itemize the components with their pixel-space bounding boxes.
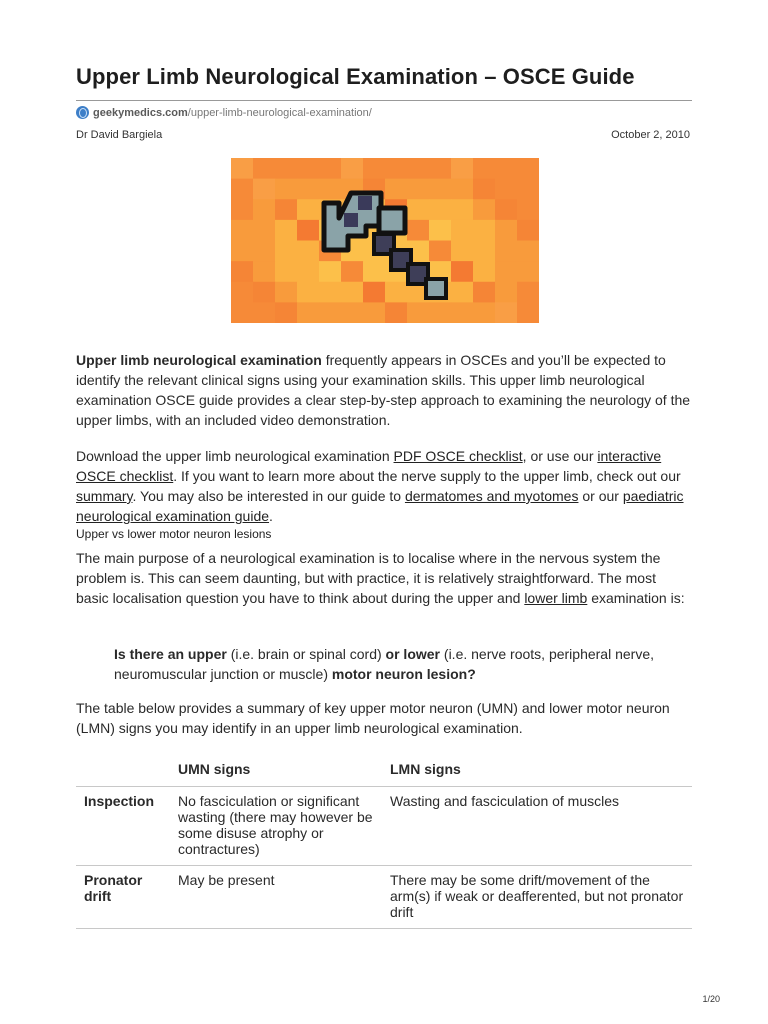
source-url[interactable]: [76, 106, 372, 119]
table-row: [76, 866, 692, 929]
page-title: Upper Limb Neurological Examination – OSCE Guide: [76, 64, 635, 89]
row-label: Pronator drift: [76, 866, 170, 929]
key-question: Is there an upper (i.e. brain or spinal cord) or lower (i.e. nerve roots, peripheral nerve, neuromuscular junction or muscle) motor neuron lesion?: [114, 646, 655, 682]
summary-link[interactable]: summary: [76, 488, 133, 504]
pdf-checklist-link[interactable]: PDF OSCE checklist: [393, 448, 523, 464]
row-label: Inspection: [76, 787, 170, 866]
dermatomes-link[interactable]: dermatomes and myotomes: [404, 488, 579, 504]
hero-image: [231, 158, 539, 323]
umn-cell: No fasciculation or significant wasting (there may however be some disuse atrophy or contractures): [170, 787, 382, 866]
url-host[interactable]: geekymedics.com: [93, 106, 188, 119]
interactive-checklist-link[interactable]: interactive OSCE checklist: [76, 448, 662, 484]
table-intro: The table below provides a summary of key upper motor neuron (UMN) and lower motor neuron (LMN) signs you may identify in an upper limb neurological examination.: [76, 700, 670, 736]
lmn-cell: There may be some drift/movement of the arm(s) if weak or deafferented, but not pronator drift: [382, 866, 692, 929]
table-header-row: [76, 757, 692, 787]
publish-date: October 2, 2010: [611, 129, 690, 141]
table-row: [76, 787, 692, 866]
author: Dr David Bargiela: [76, 129, 163, 141]
paediatric-guide-link[interactable]: paediatric neurological examination guide: [76, 488, 684, 524]
title-divider: [76, 100, 692, 101]
table-header: [76, 757, 170, 787]
url-path[interactable]: /upper-limb-neurological-examination/: [187, 106, 372, 119]
umn-cell: May be present: [170, 866, 382, 929]
intro-paragraph: Upper limb neurological examination frequently appears in OSCEs and you’ll be expected to identify the relevant clinical signs using your examination skills. This upper limb neurological examination OSCE guide provides a clear step-by-step approach to examining the neurology of the upper limbs, with an included video demonstration.: [76, 352, 691, 428]
globe-icon: [76, 106, 89, 119]
download-paragraph: Download the upper limb neurological examination PDF OSCE checklist, or use our interactive OSCE checklist. If you want to learn more about the nerve supply to the upper limb, check out our summary. You may also be interested in our guide to dermatomes and myotomes or our paediatric neurological examination guide.: [76, 448, 684, 524]
article-meta: [76, 129, 692, 141]
umn-lmn-table: [76, 757, 692, 929]
table-header: LMN signs: [390, 761, 461, 777]
lower-limb-link[interactable]: lower limb: [524, 590, 588, 606]
purpose-paragraph: The main purpose of a neurological examination is to localise where in the nervous system the problem is. This can seem daunting, but with practice, it is relatively straightforward. The most basic localisation question you have to think about during the upper and lower limb examination is:: [76, 550, 685, 606]
table-header: UMN signs: [178, 761, 251, 777]
page-number: 1/20: [702, 994, 720, 1004]
lmn-cell: Wasting and fasciculation of muscles: [382, 787, 692, 866]
section-subheading: Upper vs lower motor neuron lesions: [76, 527, 272, 541]
